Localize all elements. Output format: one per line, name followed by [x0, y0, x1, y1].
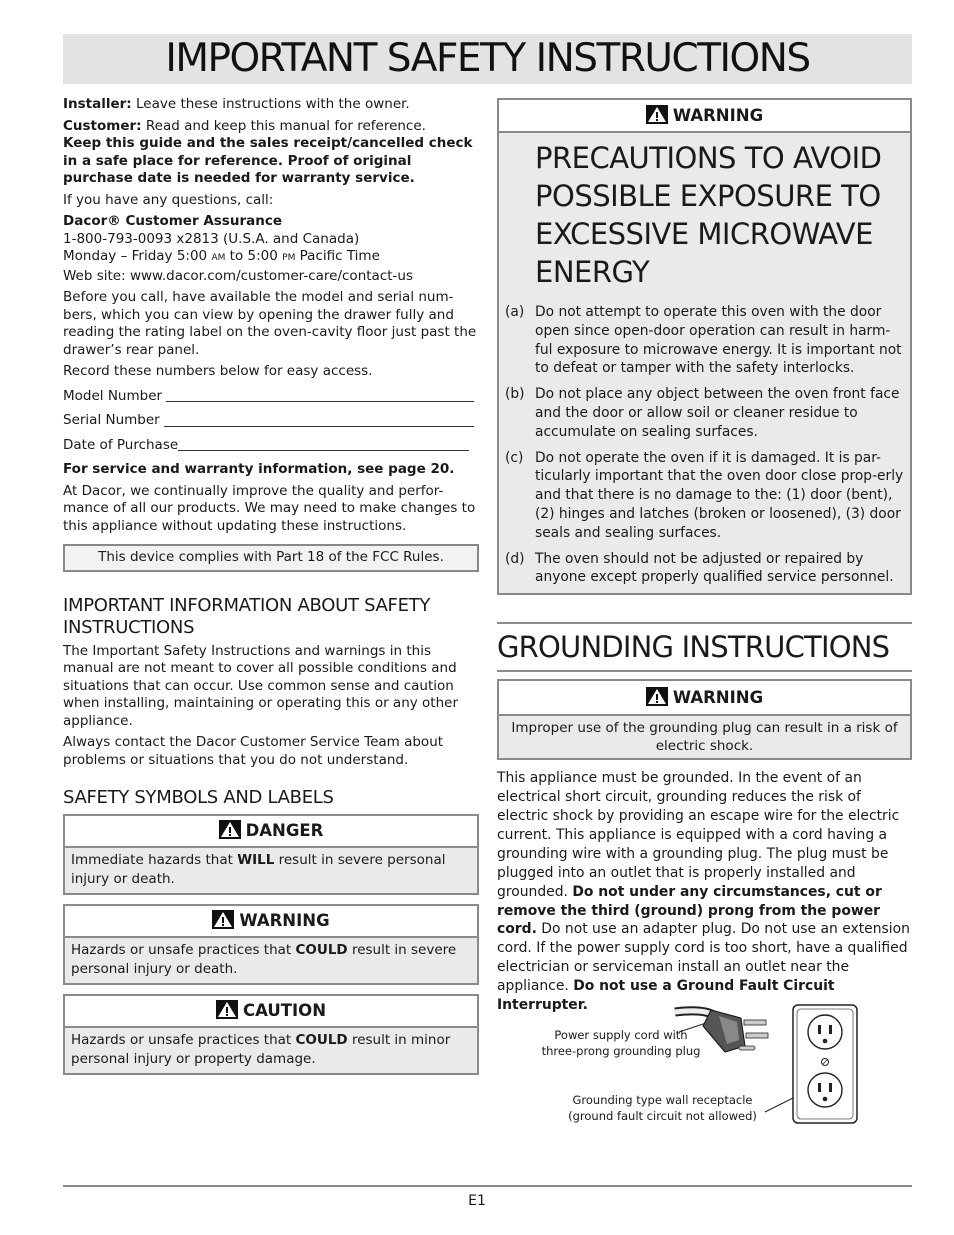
assurance-block: Dacor® Customer Assurance 1-800-793-0093 x2813 (U.S.A. and Canada) Monday – Friday 5:00 AM to 5:00 PM Pacific Time Web site: www.dacor.com/customer-care/contact-us [63, 213, 413, 284]
microwave-warning-header: WARNING [499, 100, 910, 133]
serial-number-field[interactable]: Serial Number [63, 412, 479, 430]
plug-and-outlet-illustration [497, 1000, 912, 1135]
list-item: (a) Do not attempt to operate this oven with the door open since open-door operation can result in harm-ful exposure to microwave energy. It is important not to defeat or tamper with the safety interlocks. [505, 304, 902, 377]
microwave-warning-body [499, 133, 910, 593]
grounding-warning-text: Improper use of the grounding plug can result in a risk of electric shock. [499, 716, 910, 758]
danger-text: Immediate hazards that WILL result in severe personal injury or death. [65, 848, 477, 893]
title-bar [63, 34, 912, 84]
cord-caption: Power supply cord with three-prong grounding plug [541, 1028, 701, 1058]
right-column [497, 98, 912, 1015]
warning-box [63, 904, 479, 985]
date-of-purchase-field[interactable]: Date of Purchase [63, 437, 479, 455]
footer-rule [63, 1185, 912, 1187]
symbols-heading: SAFETY SYMBOLS AND LABELS [63, 787, 334, 808]
customer-line: Customer: Read and keep this manual for reference. Keep this guide and the sales receipt/cancelled check in a safe place for reference. Proof of original purchase date is needed for warranty service. [63, 117, 473, 186]
warning-header: WARNING [65, 906, 477, 938]
grounding-paragraph: This appliance must be grounded. In the event of an electrical short circuit, grounding reduces the risk of electric shock by providing an escape wire for the electric current. This appliance is equipped with a cord having a grounding wire with a grounding plug. The plug must be plugged into an outlet that is properly installed and grounded. Do not under any circumstances, cut or remove the third (ground) prong from the power cord. Do not use an adapter plug. Do not use an extension cord. If the power supply cord is too short, have a qualified electrician or serviceman install an outlet near the appliance. Do not use a Ground Fault Circuit Interrupter. [497, 770, 910, 1014]
improve-text: At Dacor, we continually improve the quality and perfor-mance of all our products. We may need to make changes to this appliance without updating these instructions. [63, 482, 476, 534]
list-item: (d) The oven should not be adjusted or repaired by anyone except properly qualified service personnel. [505, 550, 894, 586]
warning-text: Hazards or unsafe practices that COULD result in severe personal injury or death. [65, 938, 477, 983]
before-call-text: Before you call, have available the model and serial num-bers, which you can view by opening the drawer fully and reading the rating label on the oven-cavity floor just past the drawer’s rear panel. [63, 289, 477, 358]
microwave-title: PRECAUTIONS TO AVOID POSSIBLE EXPOSURE TO EXCESSIVE MICROWAVE ENERGY [535, 141, 882, 289]
warning-triangle-icon [646, 687, 668, 706]
caution-header: CAUTION [65, 996, 477, 1028]
questions-line: If you have any questions, call: [63, 191, 274, 208]
receptacle-caption: Grounding type wall receptacle (ground fault circuit not allowed) [568, 1093, 757, 1123]
record-text: Record these numbers below for easy access. [63, 363, 373, 379]
grounding-heading: GROUNDING INSTRUCTIONS [497, 622, 912, 672]
danger-header: DANGER [65, 816, 477, 848]
danger-box [63, 814, 479, 895]
grounding-figure [497, 1000, 912, 1135]
model-number-field[interactable]: Model Number [63, 388, 479, 406]
warning-triangle-icon [212, 910, 234, 929]
page-number: E1 [468, 1193, 486, 1209]
info-heading: IMPORTANT INFORMATION ABOUT SAFETY INSTRUCTIONS [63, 594, 431, 638]
info-para-2: Always contact the Dacor Customer Service Team about problems or situations that you do not understand. [63, 734, 444, 768]
list-item: (c) Do not operate the oven if it is damaged. It is par-ticularly important that the oven door close prop-erly and that there is no damage to the: (1) door (bent), (2) hinges and latches (broken or loosened), (3) door seals and sealing surfaces. [505, 449, 904, 541]
info-para-1: The Important Safety Instructions and warnings in this manual are not meant to cover all possible conditions and situations that can occur. Use common sense and caution when installing, maintaining or operating this or any other appliance. [63, 642, 459, 729]
grounding-warning-header: WARNING [499, 681, 910, 716]
list-item: (b) Do not place any object between the oven front face and the door or allow soil or cleaner residue to accumulate on sealing surfaces. [505, 386, 900, 440]
service-info: For service and warranty information, see page 20. [63, 461, 455, 477]
warning-triangle-icon [646, 105, 668, 124]
warning-triangle-icon [216, 1000, 238, 1019]
precautions-list [505, 303, 904, 587]
left-column [63, 96, 479, 1075]
caution-text: Hazards or unsafe practices that COULD result in minor personal injury or property damage. [65, 1028, 477, 1073]
website-link[interactable]: Web site: www.dacor.com/customer-care/contact-us [63, 267, 413, 284]
warning-triangle-icon [219, 820, 241, 839]
installer-line: Installer: Leave these instructions with the owner. [63, 96, 410, 112]
microwave-warning-box [497, 98, 912, 595]
grounding-warning-box [497, 679, 912, 760]
fcc-notice: This device complies with Part 18 of the FCC Rules. [63, 544, 479, 572]
page-title: IMPORTANT SAFETY INSTRUCTIONS [165, 36, 810, 81]
caution-box [63, 994, 479, 1075]
